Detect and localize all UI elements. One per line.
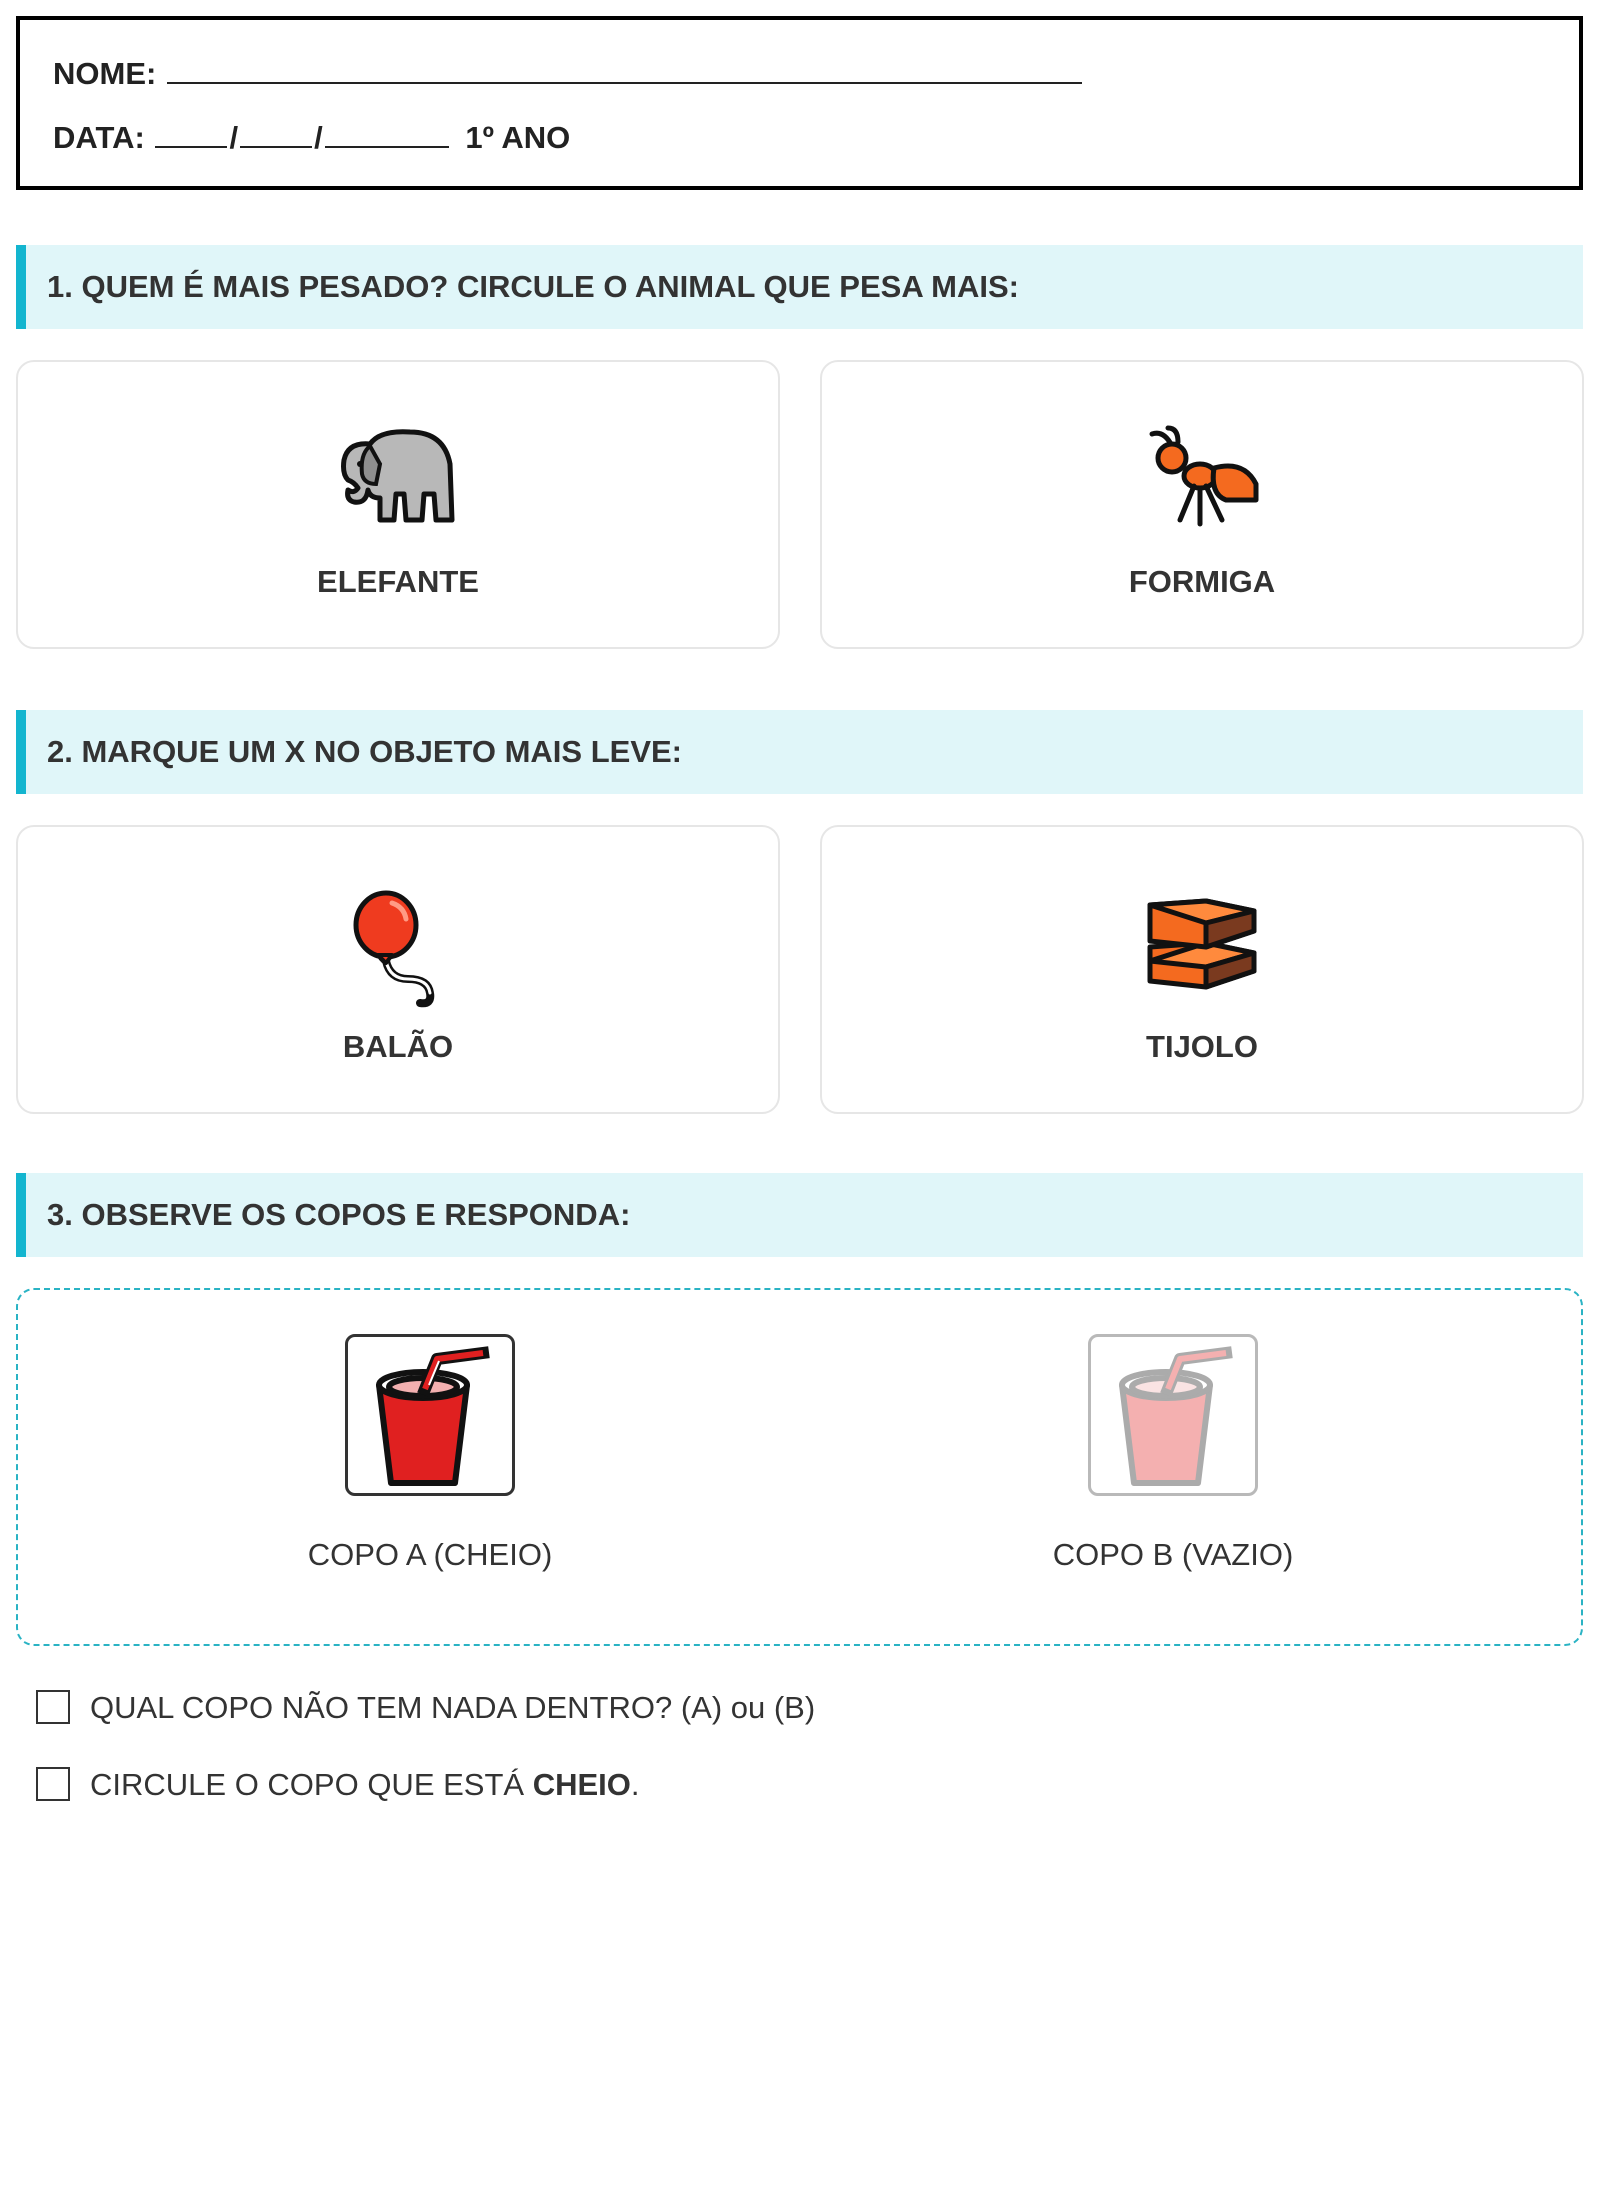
date-separator: / [314,120,323,155]
section-1-title: 1. QUEM É MAIS PESADO? CIRCULE O ANIMAL QUE PESA MAIS: [47,269,1019,304]
date-day-field[interactable] [155,145,227,148]
date-separator: / [229,120,239,155]
cups-illustration-box [16,1288,1583,1646]
question-full-cup [36,1767,640,1804]
cup-b-frame[interactable] [1088,1334,1258,1496]
question-text: QUAL COPO NÃO TEM NADA DENTRO? (A) ou (B) [90,1690,816,1725]
section-1-header [16,245,1583,329]
brick-icon [1144,889,1260,998]
cup-b-label: COPO B (VAZIO) [1052,1537,1294,1572]
date-month-field[interactable] [240,145,312,148]
question-text-before: CIRCULE O COPO QUE ESTÁ [90,1767,533,1802]
option-label: FORMIGA [1128,564,1276,599]
option-card-brick[interactable] [820,825,1584,1114]
answer-checkbox[interactable] [36,1690,70,1724]
option-label: BALÃO [342,1029,454,1064]
question-text-after: . [630,1767,640,1802]
elephant-icon [340,424,456,529]
grade-label: 1º ANO [465,120,571,155]
cup-with-straw-faded-icon [1114,1345,1238,1489]
cup-a-frame[interactable] [345,1334,515,1496]
name-label: NOME: [53,56,157,91]
name-field[interactable] [167,81,1082,84]
section-3-header [16,1173,1583,1257]
student-info-box [16,16,1583,190]
option-label: ELEFANTE [317,564,479,599]
answer-checkbox[interactable] [36,1767,70,1801]
date-label: DATA: [53,120,145,155]
section-3-title: 3. OBSERVE OS COPOS E RESPONDA: [47,1197,631,1232]
option-card-ant[interactable] [820,360,1584,649]
cup-with-straw-icon [371,1345,495,1489]
date-line [53,120,570,156]
section-2-title: 2. MARQUE UM X NO OBJETO MAIS LEVE: [47,734,683,769]
cup-a-label: COPO A (CHEIO) [307,1537,553,1572]
balloon-icon [348,889,448,1014]
option-label: TIJOLO [1146,1029,1258,1064]
option-card-elephant[interactable] [16,360,780,649]
option-card-balloon[interactable] [16,825,780,1114]
question-text-bold: CHEIO [532,1767,631,1802]
ant-icon [1144,424,1260,545]
name-line [53,56,1084,92]
question-empty-cup [36,1690,815,1727]
date-year-field[interactable] [325,145,449,148]
section-2-header [16,710,1583,794]
